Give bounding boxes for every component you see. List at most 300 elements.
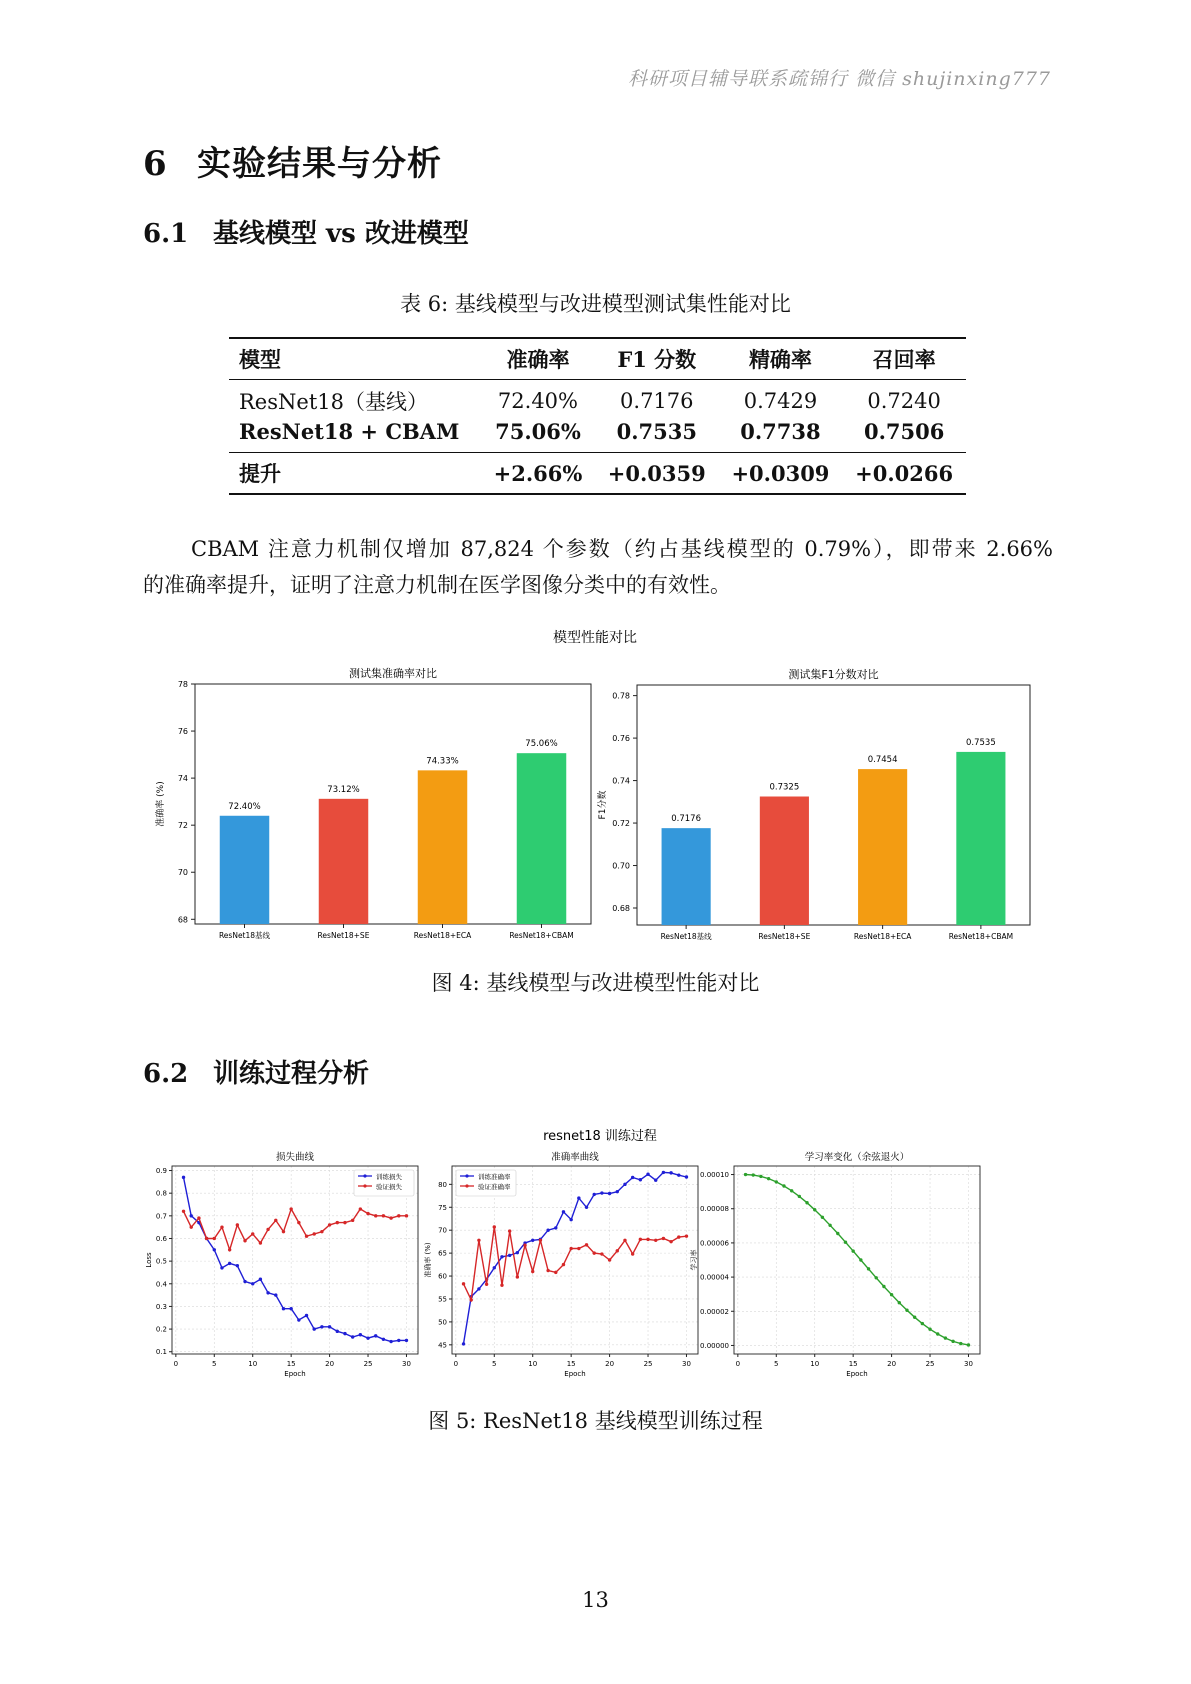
data-point bbox=[944, 1336, 947, 1339]
x-tick-label: 5 bbox=[774, 1360, 779, 1368]
data-point bbox=[539, 1239, 542, 1242]
bar bbox=[319, 799, 369, 924]
y-tick-label: 75 bbox=[438, 1203, 447, 1212]
table-header-cell: 准确率 bbox=[481, 338, 595, 380]
data-point bbox=[328, 1223, 331, 1226]
data-point bbox=[654, 1239, 657, 1242]
x-tick-label: ResNet18+ECA bbox=[853, 932, 912, 941]
data-point bbox=[546, 1228, 549, 1231]
y-tick-label: 0.7 bbox=[155, 1212, 167, 1221]
data-point bbox=[205, 1237, 208, 1240]
figure-4-caption: 图 4: 基线模型与改进模型性能对比 bbox=[431, 971, 760, 995]
body-paragraph bbox=[143, 531, 1053, 603]
x-tick-label: ResNet18基线 bbox=[660, 932, 712, 941]
data-point bbox=[677, 1173, 680, 1176]
data-point bbox=[251, 1282, 254, 1285]
subsection-heading-6-1 bbox=[143, 213, 469, 250]
y-tick-label: 65 bbox=[438, 1249, 447, 1258]
bar bbox=[662, 828, 711, 925]
y-tick-label: 0.6 bbox=[155, 1234, 167, 1243]
header-watermark: 科研项目辅导联系疏锦行 微信 shujinxing777 bbox=[628, 68, 1051, 90]
x-tick-label: ResNet18+SE bbox=[317, 931, 370, 940]
bar bbox=[418, 770, 468, 924]
data-point bbox=[585, 1206, 588, 1209]
data-point bbox=[554, 1226, 557, 1229]
chart-title: 测试集准确率对比 bbox=[349, 667, 437, 680]
x-tick-label: 10 bbox=[248, 1360, 258, 1368]
data-point bbox=[336, 1221, 339, 1224]
data-point bbox=[685, 1175, 688, 1178]
y-tick-label: 0.00010 bbox=[700, 1171, 729, 1180]
x-tick-label: 25 bbox=[643, 1360, 653, 1368]
data-point bbox=[289, 1207, 292, 1210]
f1-bar-chart bbox=[596, 667, 1030, 941]
y-tick-label: 72 bbox=[177, 821, 188, 831]
data-point bbox=[593, 1193, 596, 1196]
data-point bbox=[752, 1173, 755, 1176]
x-tick-label: 0 bbox=[173, 1360, 179, 1368]
data-point bbox=[898, 1301, 901, 1304]
x-tick-label: 30 bbox=[682, 1360, 691, 1368]
table-cell: ResNet18（基线） bbox=[239, 390, 428, 414]
data-point bbox=[397, 1214, 400, 1217]
table-cell: 0.7738 bbox=[740, 418, 821, 444]
data-point bbox=[500, 1255, 503, 1258]
data-point bbox=[389, 1216, 392, 1219]
data-point bbox=[767, 1177, 770, 1180]
data-point bbox=[305, 1314, 308, 1317]
data-point bbox=[790, 1189, 793, 1192]
x-tick-label: 25 bbox=[925, 1360, 935, 1368]
y-tick-label: 80 bbox=[438, 1180, 447, 1189]
x-tick-label: 5 bbox=[492, 1360, 497, 1368]
x-tick-label: 10 bbox=[528, 1360, 538, 1368]
data-point bbox=[389, 1340, 392, 1343]
y-tick-label: 0.3 bbox=[155, 1302, 167, 1311]
data-point bbox=[236, 1223, 239, 1226]
table-cell: +2.66% bbox=[481, 453, 595, 495]
data-point bbox=[228, 1262, 231, 1265]
x-tick-label: ResNet18+ECA bbox=[413, 931, 472, 940]
x-tick-label: 15 bbox=[566, 1360, 576, 1368]
data-point bbox=[477, 1239, 480, 1242]
data-point bbox=[351, 1335, 354, 1338]
data-point bbox=[251, 1232, 254, 1235]
data-point bbox=[274, 1293, 277, 1296]
data-point bbox=[220, 1266, 223, 1269]
data-point bbox=[531, 1239, 534, 1242]
x-tick-label: 5 bbox=[212, 1360, 217, 1368]
data-point bbox=[631, 1176, 634, 1179]
y-tick-label: 0.1 bbox=[155, 1348, 167, 1357]
data-point bbox=[562, 1263, 565, 1266]
x-tick-label: 20 bbox=[325, 1360, 335, 1368]
y-tick-label: 0.8 bbox=[155, 1189, 167, 1198]
data-point bbox=[228, 1248, 231, 1251]
data-point bbox=[320, 1325, 323, 1328]
table-cell: +0.0266 bbox=[842, 453, 966, 495]
legend-label: 验证准确率 bbox=[478, 1183, 511, 1191]
y-tick-label: 0.00000 bbox=[700, 1341, 729, 1350]
data-point bbox=[616, 1190, 619, 1193]
data-point bbox=[282, 1307, 285, 1310]
data-point bbox=[744, 1173, 747, 1176]
data-point bbox=[485, 1283, 488, 1286]
x-axis-label: Epoch bbox=[284, 1370, 306, 1378]
data-point bbox=[266, 1228, 269, 1231]
x-tick-label: ResNet18基线 bbox=[218, 931, 271, 940]
y-tick-label: 70 bbox=[438, 1226, 447, 1235]
x-tick-label: 30 bbox=[964, 1360, 973, 1368]
data-point bbox=[608, 1258, 611, 1261]
data-point bbox=[405, 1214, 408, 1217]
data-point bbox=[662, 1237, 665, 1240]
bar bbox=[220, 816, 270, 924]
data-point bbox=[921, 1322, 924, 1325]
accuracy-line-chart bbox=[423, 1151, 698, 1378]
plot-frame bbox=[734, 1166, 980, 1354]
bar bbox=[956, 752, 1005, 925]
data-point bbox=[336, 1330, 339, 1333]
data-point bbox=[243, 1239, 246, 1242]
data-point bbox=[190, 1214, 193, 1217]
section-title: 实验结果与分析 bbox=[197, 144, 442, 184]
data-point bbox=[782, 1184, 785, 1187]
page-number: 13 bbox=[582, 1588, 609, 1612]
data-point bbox=[359, 1207, 362, 1210]
data-point bbox=[462, 1342, 465, 1345]
chart-title: 学习率变化（余弦退火） bbox=[804, 1152, 910, 1163]
table-header-cell: 模型 bbox=[229, 338, 481, 380]
data-point bbox=[508, 1229, 511, 1232]
bar-value-label: 74.33% bbox=[426, 756, 459, 767]
data-point bbox=[366, 1212, 369, 1215]
data-point bbox=[593, 1251, 596, 1254]
y-tick-label: 70 bbox=[177, 868, 188, 878]
data-point bbox=[631, 1252, 634, 1255]
data-point bbox=[890, 1293, 893, 1296]
data-point bbox=[585, 1243, 588, 1246]
data-point bbox=[669, 1171, 672, 1174]
series-line bbox=[184, 1177, 407, 1341]
table-header-cell: 精确率 bbox=[719, 338, 843, 380]
data-point bbox=[646, 1173, 649, 1176]
data-point bbox=[928, 1328, 931, 1331]
bar-value-label: 0.7176 bbox=[671, 814, 701, 825]
data-point bbox=[197, 1216, 200, 1219]
data-point bbox=[374, 1334, 377, 1337]
data-point bbox=[798, 1195, 801, 1198]
y-tick-label: 0.74 bbox=[612, 776, 630, 786]
table-cell: +0.0309 bbox=[719, 453, 843, 495]
data-point bbox=[220, 1225, 223, 1228]
data-point bbox=[508, 1254, 511, 1257]
subsection-number: 6.1 bbox=[143, 219, 189, 249]
legend-marker bbox=[363, 1184, 366, 1187]
data-point bbox=[320, 1230, 323, 1233]
table-cell: 75.06% bbox=[495, 418, 581, 444]
x-tick-label: ResNet18+CBAM bbox=[948, 932, 1014, 941]
legend-marker bbox=[465, 1184, 468, 1187]
bar bbox=[858, 769, 907, 925]
chart-title: 损失曲线 bbox=[275, 1152, 315, 1163]
bar-value-label: 0.7535 bbox=[966, 737, 996, 748]
table-header-cell: 召回率 bbox=[842, 338, 966, 380]
bar bbox=[760, 797, 809, 925]
y-tick-label: 50 bbox=[438, 1318, 447, 1327]
data-point bbox=[274, 1219, 277, 1222]
table-cell: ResNet18 + CBAM bbox=[239, 418, 460, 444]
data-point bbox=[305, 1235, 308, 1238]
data-point bbox=[243, 1280, 246, 1283]
data-point bbox=[405, 1339, 408, 1342]
data-point bbox=[523, 1244, 526, 1247]
data-point bbox=[546, 1269, 549, 1272]
table-row bbox=[229, 380, 966, 417]
y-tick-label: 0.2 bbox=[155, 1325, 167, 1334]
x-tick-label: 0 bbox=[453, 1360, 459, 1368]
data-point bbox=[328, 1325, 331, 1328]
data-point bbox=[366, 1336, 369, 1339]
data-point bbox=[759, 1175, 762, 1178]
subsection-heading-6-2 bbox=[143, 1053, 369, 1090]
data-point bbox=[554, 1271, 557, 1274]
data-point bbox=[343, 1221, 346, 1224]
legend-label: 验证损失 bbox=[376, 1183, 402, 1191]
data-point bbox=[182, 1176, 185, 1179]
data-point bbox=[677, 1235, 680, 1238]
table-cell: 0.7176 bbox=[620, 389, 694, 413]
data-point bbox=[493, 1225, 496, 1228]
bar-value-label: 0.7454 bbox=[867, 755, 898, 766]
table-cell: 0.7429 bbox=[743, 389, 818, 413]
data-point bbox=[805, 1201, 808, 1204]
y-tick-label: 0.5 bbox=[155, 1257, 167, 1266]
data-point bbox=[190, 1225, 193, 1228]
x-axis-label: Epoch bbox=[846, 1370, 868, 1378]
data-point bbox=[639, 1238, 642, 1241]
data-point bbox=[562, 1210, 565, 1213]
series-line bbox=[184, 1209, 407, 1250]
subsection-title: 训练过程分析 bbox=[213, 1059, 370, 1089]
data-point bbox=[313, 1327, 316, 1330]
bar-value-label: 72.40% bbox=[228, 801, 261, 812]
y-tick-label: 0.00006 bbox=[700, 1239, 729, 1248]
data-point bbox=[397, 1339, 400, 1342]
data-point bbox=[905, 1309, 908, 1312]
data-point bbox=[685, 1234, 688, 1237]
data-point bbox=[600, 1252, 603, 1255]
figure-4-suptitle: 模型性能对比 bbox=[553, 630, 637, 646]
data-point bbox=[669, 1240, 672, 1243]
data-point bbox=[951, 1340, 954, 1343]
figure-5-caption: 图 5: ResNet18 基线模型训练过程 bbox=[428, 1409, 763, 1433]
y-tick-label: 78 bbox=[177, 680, 188, 689]
x-tick-label: 20 bbox=[605, 1360, 615, 1368]
data-point bbox=[531, 1270, 534, 1273]
y-tick-label: 74 bbox=[177, 774, 188, 784]
table-caption: 表 6: 基线模型与改进模型测试集性能对比 bbox=[400, 292, 791, 316]
x-tick-label: 10 bbox=[810, 1360, 820, 1368]
data-point bbox=[851, 1249, 854, 1252]
data-point bbox=[282, 1230, 285, 1233]
data-point bbox=[577, 1247, 580, 1250]
subsection-title: 基线模型 vs 改进模型 bbox=[213, 219, 469, 249]
data-point bbox=[516, 1275, 519, 1278]
series-line bbox=[746, 1175, 969, 1345]
data-point bbox=[470, 1298, 473, 1301]
data-point bbox=[844, 1241, 847, 1244]
x-tick-label: ResNet18+SE bbox=[758, 932, 811, 941]
data-point bbox=[875, 1276, 878, 1279]
y-tick-label: 0.76 bbox=[612, 734, 630, 744]
y-tick-label: 0.4 bbox=[155, 1280, 167, 1289]
bar-value-label: 75.06% bbox=[525, 739, 558, 750]
x-tick-label: 30 bbox=[402, 1360, 411, 1368]
y-tick-label: 0.00004 bbox=[700, 1273, 729, 1282]
table-header-cell: F1 分数 bbox=[595, 338, 719, 380]
data-point bbox=[646, 1238, 649, 1241]
paragraph-line: 的准确率提升，证明了注意力机制在医学图像分类中的有效性。 bbox=[143, 573, 731, 597]
y-axis-label: 学习率 bbox=[690, 1249, 698, 1271]
data-point bbox=[259, 1241, 262, 1244]
paragraph-line: CBAM 注意力机制仅增加 87,824 个参数（约占基线模型的 0.79%），即带来 2.66% bbox=[191, 537, 1053, 561]
figure-5-chart bbox=[145, 1120, 1055, 1390]
y-axis-label: F1分数 bbox=[598, 790, 608, 820]
table-header-row bbox=[229, 338, 966, 380]
y-tick-label: 76 bbox=[177, 727, 188, 737]
data-point bbox=[577, 1196, 580, 1199]
data-point bbox=[382, 1338, 385, 1341]
data-point bbox=[600, 1191, 603, 1194]
table-cell: +0.0359 bbox=[595, 453, 719, 495]
data-point bbox=[213, 1237, 216, 1240]
legend-label: 训练损失 bbox=[376, 1173, 402, 1181]
data-point bbox=[374, 1214, 377, 1217]
bar bbox=[517, 753, 567, 924]
data-point bbox=[359, 1333, 362, 1336]
chart-title: 准确率曲线 bbox=[551, 1152, 599, 1163]
x-tick-label: 15 bbox=[848, 1360, 858, 1368]
y-axis-label: Loss bbox=[145, 1252, 153, 1268]
chart-title: 测试集F1分数对比 bbox=[788, 668, 879, 681]
data-point bbox=[623, 1239, 626, 1242]
section-heading bbox=[143, 136, 442, 185]
y-axis-label: 准确率 (%) bbox=[424, 1242, 432, 1278]
data-point bbox=[867, 1267, 870, 1270]
data-point bbox=[775, 1180, 778, 1183]
data-point bbox=[569, 1247, 572, 1250]
data-point bbox=[236, 1264, 239, 1267]
data-point bbox=[882, 1285, 885, 1288]
data-point bbox=[813, 1208, 816, 1211]
x-tick-label: 0 bbox=[735, 1360, 741, 1368]
table-cell: 0.7506 bbox=[863, 418, 945, 444]
bar-value-label: 0.7325 bbox=[769, 782, 800, 793]
y-tick-label: 0.00002 bbox=[700, 1307, 729, 1316]
data-point bbox=[623, 1183, 626, 1186]
bar-value-label: 73.12% bbox=[327, 784, 360, 795]
accuracy-bar-chart bbox=[154, 666, 591, 940]
section-number: 6 bbox=[143, 144, 168, 184]
table-cell: 0.7240 bbox=[867, 389, 941, 413]
subsection-number: 6.2 bbox=[143, 1059, 189, 1089]
data-point bbox=[836, 1232, 839, 1235]
legend-label: 训练准确率 bbox=[478, 1173, 511, 1181]
legend-marker bbox=[465, 1174, 468, 1177]
data-point bbox=[477, 1287, 480, 1290]
results-table bbox=[229, 337, 966, 495]
table-footer-row bbox=[229, 453, 966, 495]
data-point bbox=[859, 1258, 862, 1261]
data-point bbox=[343, 1332, 346, 1335]
data-point bbox=[516, 1251, 519, 1254]
figure-4-chart bbox=[150, 620, 1040, 950]
y-tick-label: 60 bbox=[438, 1272, 447, 1281]
x-tick-label: ResNet18+CBAM bbox=[509, 931, 574, 940]
table-cell: 提升 bbox=[229, 453, 481, 495]
data-point bbox=[967, 1343, 970, 1346]
loss-line-chart bbox=[145, 1151, 418, 1378]
y-tick-label: 0.78 bbox=[612, 691, 630, 701]
data-point bbox=[828, 1224, 831, 1227]
y-tick-label: 0.9 bbox=[155, 1167, 167, 1176]
data-point bbox=[654, 1179, 657, 1182]
y-tick-label: 68 bbox=[177, 915, 188, 925]
data-point bbox=[639, 1178, 642, 1181]
data-point bbox=[259, 1278, 262, 1281]
data-point bbox=[493, 1266, 496, 1269]
y-axis-label: 准确率 (%) bbox=[156, 781, 166, 827]
data-point bbox=[662, 1171, 665, 1174]
data-point bbox=[313, 1232, 316, 1235]
data-point bbox=[213, 1248, 216, 1251]
y-tick-label: 0.70 bbox=[612, 861, 630, 871]
x-tick-label: 25 bbox=[363, 1360, 373, 1368]
data-point bbox=[182, 1210, 185, 1213]
learning-rate-line-chart bbox=[689, 1151, 980, 1378]
data-point bbox=[297, 1318, 300, 1321]
data-point bbox=[608, 1192, 611, 1195]
figure-5-suptitle: resnet18 训练过程 bbox=[543, 1129, 657, 1144]
data-point bbox=[351, 1219, 354, 1222]
y-tick-label: 55 bbox=[438, 1295, 447, 1304]
table-cell: 72.40% bbox=[497, 389, 578, 413]
data-point bbox=[959, 1342, 962, 1345]
data-point bbox=[821, 1216, 824, 1219]
data-point bbox=[297, 1221, 300, 1224]
y-tick-label: 45 bbox=[438, 1341, 447, 1350]
data-point bbox=[500, 1284, 503, 1287]
x-axis-label: Epoch bbox=[564, 1370, 586, 1378]
data-point bbox=[289, 1307, 292, 1310]
y-tick-label: 0.68 bbox=[612, 904, 630, 914]
data-point bbox=[936, 1332, 939, 1335]
data-point bbox=[569, 1218, 572, 1221]
y-tick-label: 0.72 bbox=[612, 819, 630, 829]
series-line bbox=[464, 1172, 687, 1344]
data-point bbox=[616, 1249, 619, 1252]
data-point bbox=[266, 1291, 269, 1294]
y-tick-label: 0.00008 bbox=[700, 1205, 729, 1214]
data-point bbox=[462, 1282, 465, 1285]
legend-marker bbox=[363, 1174, 366, 1177]
x-tick-label: 15 bbox=[286, 1360, 296, 1368]
data-point bbox=[382, 1214, 385, 1217]
data-point bbox=[913, 1316, 916, 1319]
table-row bbox=[229, 416, 966, 453]
x-tick-label: 20 bbox=[887, 1360, 897, 1368]
